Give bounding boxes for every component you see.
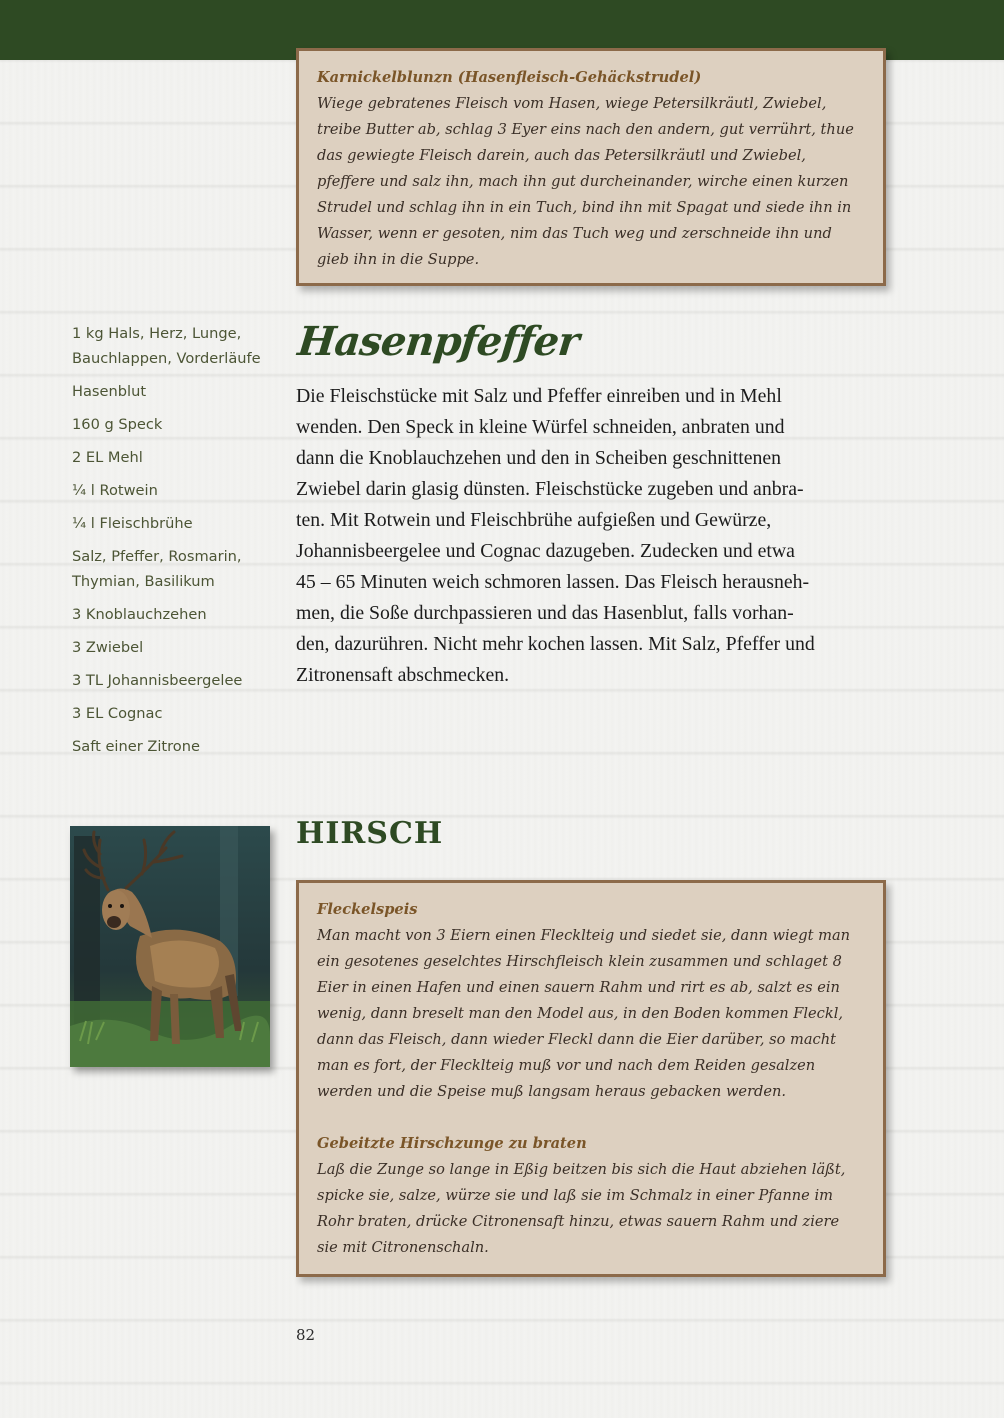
recipe-line: wenden. Den Speck in kleine Würfel schneiden, anbraten und [296, 416, 785, 438]
historic-recipe-line: ein gesotenes geselchtes Hirschfleisch klein zusammen und schlaget 8 [317, 953, 842, 970]
recipe-line: Zitronensaft abschmecken. [296, 664, 510, 686]
ingredient-item [72, 544, 277, 594]
historic-recipe-line: man es fort, der Flecklteig muß vor und nach dem Reiden gesalzen [317, 1057, 816, 1074]
recipe-line: Zwiebel darin glasig dünsten. Fleischstücke zugeben und anbra- [296, 478, 804, 500]
historic-recipe-line: Wiege gebratenes Fleisch vom Hasen, wiege Petersilkräutl, Zwiebel, [317, 95, 827, 112]
recipe-line: ten. Mit Rotwein und Fleischbrühe aufgießen und Gewürze, [296, 509, 772, 531]
ingredient-line: Thymian, Basilikum [72, 573, 215, 590]
historic-recipe-line: treibe Butter ab, schlag 3 Eyer eins nach den andern, gut verrührt, thue [317, 121, 854, 138]
ingredient-line: Bauchlappen, Vorderläufe [72, 350, 261, 367]
recipe-line: 45 – 65 Minuten weich schmoren lassen. Das Fleisch herausneh- [296, 571, 810, 593]
ingredient-item: 3 Knoblauchzehen [72, 606, 207, 623]
historic-recipe-line: Laß die Zunge so lange in Eßig beitzen bis sich die Haut abziehen läßt, [317, 1161, 846, 1178]
historic-recipe-line: wenig, dann breselt man den Model aus, in den Boden kommen Fleckl, [317, 1005, 844, 1022]
historic-recipe-line: Man macht von 3 Eiern einen Flecklteig und siedet sie, dann wiegt man [317, 927, 851, 944]
section-title-hirsch: HIRSCH [296, 816, 444, 851]
ingredient-item: 3 TL Johannisbeergelee [72, 672, 243, 689]
ingredient-item: 2 EL Mehl [72, 449, 143, 466]
historic-recipe-line: dann das Fleisch, dann wieder Fleckl dann die Eier darüber, so macht [317, 1031, 836, 1048]
historic-recipe-line: sie mit Citronenschaln. [317, 1239, 489, 1256]
ingredient-item: 160 g Speck [72, 416, 163, 433]
historic-recipe-title: Gebeitzte Hirschzunge zu braten [317, 1135, 587, 1152]
ingredient-item: Saft einer Zitrone [72, 738, 200, 755]
historic-recipe-line: Eier in einen Hafen und einen sauern Rahm und rirt es ab, salzt es ein [317, 979, 840, 996]
historic-recipe-line: spicke sie, salze, würze sie und laß sie im Schmalz in einer Pfanne im [317, 1187, 833, 1204]
recipe-title: Hasenpfeffer [295, 318, 581, 365]
historic-recipe-box-karnickelblunzn [296, 48, 886, 286]
ingredient-item: ¼ l Rotwein [72, 482, 158, 499]
historic-recipe-title: Fleckelspeis [317, 901, 418, 918]
historic-recipe-line: das gewiegte Fleisch darein, auch das Petersilkräutl und Zwiebel, [317, 147, 806, 164]
ingredient-item [72, 321, 277, 371]
ingredient-line: Salz, Pfeffer, Rosmarin, [72, 548, 242, 565]
ingredient-item: 3 EL Cognac [72, 705, 163, 722]
historic-recipe-line: gieb ihn in die Suppe. [317, 251, 480, 268]
historic-recipe-box-hirsch [296, 880, 886, 1277]
deer-painting-icon [70, 826, 270, 1067]
spacer [317, 1105, 865, 1131]
historic-recipe-line: pfeffere und salz ihn, mach ihn gut durcheinander, wirche einen kurzen [317, 173, 849, 190]
recipe-instructions [296, 381, 886, 691]
historic-recipe-line: Wasser, wenn er gesoten, nim das Tuch weg und zerschneide ihn und [317, 225, 832, 242]
historic-recipe-line: Strudel und schlag ihn in ein Tuch, bind ihn mit Spagat und siede ihn in [317, 199, 852, 216]
recipe-line: Johannisbeergelee und Cognac dazugeben. Zudecken und etwa [296, 540, 795, 562]
recipe-line: dann die Knoblauchzehen und den in Scheiben geschnittenen [296, 447, 782, 469]
recipe-line: Die Fleischstücke mit Salz und Pfeffer einreiben und in Mehl [296, 385, 782, 407]
ingredient-item: Hasenblut [72, 383, 147, 400]
historic-recipe-line: werden und die Speise muß langsam heraus gebacken werden. [317, 1083, 787, 1100]
ingredient-line: 1 kg Hals, Herz, Lunge, [72, 325, 242, 342]
ingredient-list [72, 321, 277, 767]
historic-recipe-line: Rohr braten, drücke Citronensaft hinzu, etwas sauern Rahm und ziere [317, 1213, 840, 1230]
recipe-line: den, dazurühren. Nicht mehr kochen lassen. Mit Salz, Pfeffer und [296, 633, 815, 655]
page-number: 82 [296, 1326, 316, 1344]
historic-recipe-title: Karnickelblunzn (Hasenfleisch-Gehäckstrudel) [317, 69, 702, 86]
ingredient-item: 3 Zwiebel [72, 639, 144, 656]
ingredient-item: ¼ l Fleischbrühe [72, 515, 193, 532]
recipe-line: men, die Soße durchpassieren und das Hasenblut, falls vorhan- [296, 602, 794, 624]
